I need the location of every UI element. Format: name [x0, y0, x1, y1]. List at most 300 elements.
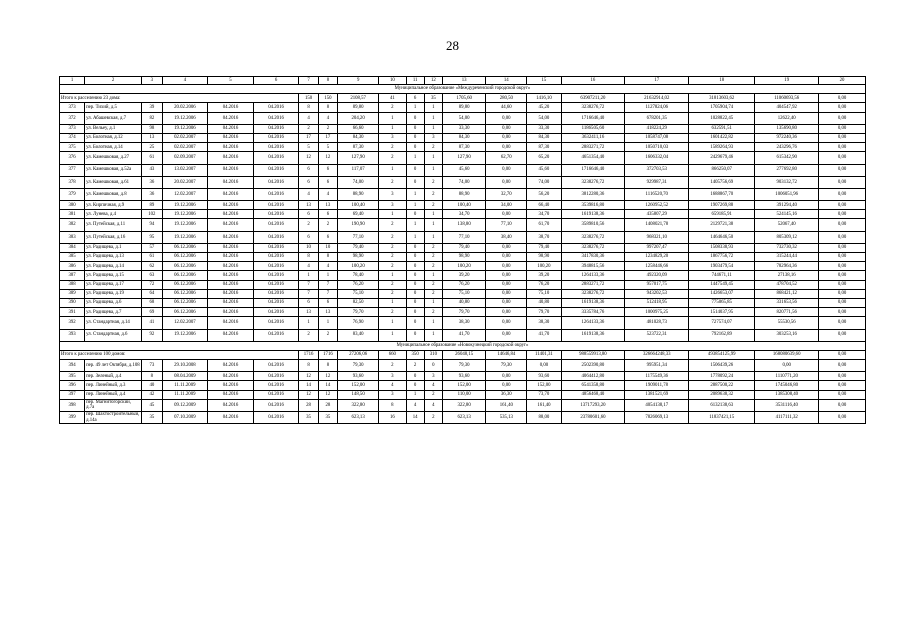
table-cell: 0,00	[755, 360, 819, 372]
total-cell: 310	[424, 350, 442, 359]
table-cell: 0	[406, 271, 424, 280]
table-row	[60, 262, 866, 271]
total-cell: 493854125,99	[689, 350, 755, 359]
table-cell: 75,10	[527, 289, 561, 298]
table-cell: 383	[60, 231, 85, 243]
table-cell: 04.2016	[208, 308, 254, 317]
table-cell: 957017,75	[625, 280, 689, 289]
table-cell: 04.2016	[253, 243, 299, 252]
table-cell: 27138,16	[755, 271, 819, 280]
table-cell: 6	[299, 298, 318, 307]
table-cell: 17	[299, 133, 318, 142]
table-row	[60, 210, 866, 219]
table-cell: 04.2016	[253, 308, 299, 317]
table-cell: 19.12.2006	[162, 124, 208, 133]
table-cell: 392	[60, 317, 85, 329]
table-cell: 388	[60, 280, 85, 289]
table-cell: 19.12.2006	[162, 210, 208, 219]
column-number-cell: 17	[625, 77, 689, 85]
table-cell: 2	[379, 103, 406, 112]
table-cell: 75,10	[442, 289, 485, 298]
address-cell: ул. Радищева, д.14	[85, 262, 142, 271]
table-cell: 481028,73	[625, 317, 689, 329]
table-cell: 74,00	[338, 176, 379, 188]
table-cell: 89,80	[338, 103, 379, 112]
table-cell: 110,00	[442, 390, 485, 399]
table-cell: 04.2016	[208, 399, 254, 411]
table-cell: 36	[142, 176, 163, 188]
table-cell: 1	[379, 112, 406, 124]
table-cell: 1	[424, 298, 442, 307]
table-cell: 62,70	[486, 152, 527, 164]
column-number-cell: 8	[318, 77, 337, 85]
table-cell: 0,00	[819, 164, 866, 176]
table-row	[60, 390, 866, 399]
table-cell: 0	[406, 143, 424, 152]
table-cell: 385	[60, 253, 85, 262]
table-cell: 1127824,06	[625, 103, 689, 112]
table-cell: 1514037,95	[689, 308, 755, 317]
table-cell: 38,40	[486, 231, 527, 243]
table-cell: 2	[379, 243, 406, 252]
table-cell: 0	[406, 176, 424, 188]
column-number-cell: 1	[60, 77, 85, 85]
table-cell: 5	[299, 143, 318, 152]
table-cell: 161,40	[486, 399, 527, 411]
table-cell: 77,10	[338, 231, 379, 243]
section-title: Муниципальное образование «Новокузнецкий городской округ»	[60, 341, 866, 350]
table-cell: 0,00	[819, 231, 866, 243]
table-cell: 12	[318, 372, 337, 381]
table-cell: 204,20	[338, 112, 379, 124]
table-cell: 93,60	[527, 372, 561, 381]
table-cell: 8	[299, 253, 318, 262]
table-cell: 34,00	[486, 201, 527, 210]
table-cell: 1381521,69	[625, 390, 689, 399]
table-cell: 04.2016	[208, 372, 254, 381]
table-cell: 1909011,78	[625, 381, 689, 390]
table-cell: 6	[299, 176, 318, 188]
total-cell: 168080639,60	[755, 350, 819, 359]
section-title-row	[60, 341, 866, 350]
table-cell: 84,30	[442, 133, 485, 142]
table-cell: 76,20	[442, 280, 485, 289]
total-label: Итого к расселению 100 домов:	[60, 350, 299, 359]
table-cell: 0,00	[486, 176, 527, 188]
table-cell: 1619138,36	[561, 298, 625, 307]
table-cell: 04.2016	[208, 176, 254, 188]
table-cell: 04.2016	[253, 372, 299, 381]
address-cell: пер. Магнитогорский, д.7а	[85, 399, 142, 411]
table-row	[60, 143, 866, 152]
table-cell: 2	[424, 188, 442, 200]
table-cell: 277692,80	[755, 164, 819, 176]
table-cell: 93,60	[442, 372, 485, 381]
table-cell: 19.12.2006	[162, 231, 208, 243]
table-cell: 79,30	[442, 360, 485, 372]
table-cell: 0	[406, 329, 424, 341]
table-cell: 6541358,80	[561, 381, 625, 390]
table-cell: 135690,80	[755, 124, 819, 133]
table-cell: 100,40	[338, 201, 379, 210]
table-cell: 89	[142, 201, 163, 210]
table-cell: 394	[60, 360, 85, 372]
table-cell: 4	[318, 112, 337, 124]
table-cell: 0,00	[819, 399, 866, 411]
column-number-row	[60, 77, 866, 85]
table-cell: 0	[406, 253, 424, 262]
table-cell: 45,60	[442, 164, 485, 176]
table-cell: 40,80	[442, 298, 485, 307]
table-cell: 0,00	[819, 280, 866, 289]
column-number-cell: 13	[442, 77, 485, 85]
table-cell: 0,00	[819, 381, 866, 390]
total-cell: 2108,57	[338, 94, 379, 103]
table-cell: 2	[299, 219, 318, 231]
table-cell: 100,20	[527, 262, 561, 271]
table-cell: 12622,40	[755, 112, 819, 124]
table-cell: 12.02.2007	[162, 188, 208, 200]
table-cell: 43	[142, 164, 163, 176]
table-cell: 93,60	[338, 372, 379, 381]
total-cell: 21632914,02	[625, 94, 689, 103]
table-cell: 07.10.2009	[162, 412, 208, 424]
table-cell: 0,00	[486, 243, 527, 252]
table-cell: 1	[424, 210, 442, 219]
table-cell: 77,10	[442, 231, 485, 243]
table-cell: 2	[424, 280, 442, 289]
column-number-cell: 4	[162, 77, 208, 85]
table-cell: 1	[424, 271, 442, 280]
address-cell: ул. Радищева, д.19	[85, 289, 142, 298]
total-cell: 1716	[299, 350, 318, 359]
table-cell: 04.2016	[253, 298, 299, 307]
table-cell: 23780601,60	[561, 412, 625, 424]
table-cell: 3531116,40	[755, 399, 819, 411]
table-row	[60, 152, 866, 164]
table-cell: 0,00	[486, 262, 527, 271]
total-cell: 660	[379, 350, 406, 359]
table-cell: 19.12.2006	[162, 201, 208, 210]
table-cell: 1405756,69	[689, 176, 755, 188]
table-cell: 0,00	[819, 112, 866, 124]
table-cell: 3238276,72	[561, 231, 625, 243]
address-cell: ул. Путейская, д.16	[85, 231, 142, 243]
table-cell: 2	[379, 262, 406, 271]
table-cell: 4651354,40	[561, 152, 625, 164]
table-cell: 117,07	[338, 164, 379, 176]
table-cell: 152,00	[442, 381, 485, 390]
table-cell: 14	[406, 412, 424, 424]
table-cell: 0	[406, 210, 424, 219]
table-cell: 20.02.2006	[162, 103, 208, 112]
table-cell: 2	[379, 308, 406, 317]
address-cell: ул. Болотная, д.12	[85, 133, 142, 142]
table-cell: 0,00	[819, 390, 866, 399]
table-cell: 1426653,07	[689, 289, 755, 298]
table-cell: 10	[299, 243, 318, 252]
table-cell: 1264133,36	[561, 317, 625, 329]
housing-register-table	[59, 76, 866, 424]
table-cell: 1260952,52	[625, 201, 689, 210]
table-cell: 42	[142, 390, 163, 399]
table-cell: 3238276,72	[561, 176, 625, 188]
table-cell: 56,20	[527, 188, 561, 200]
address-cell: пер. 49 лет Октября, д.108	[85, 360, 142, 372]
address-cell: ул. Вельеу, д.1	[85, 124, 142, 133]
table-cell: 0,00	[486, 271, 527, 280]
table-cell: 02.02.2007	[162, 143, 208, 152]
table-cell: 10	[318, 243, 337, 252]
table-cell: 418224,29	[625, 124, 689, 133]
total-cell: 988559913,80	[561, 350, 625, 359]
table-cell: 387	[60, 271, 85, 280]
table-cell: 2502390,80	[561, 360, 625, 372]
table-cell: 66,40	[527, 201, 561, 210]
address-cell: ул. Стандартная, д.14	[85, 317, 142, 329]
table-cell: 11.11.2009	[162, 390, 208, 399]
table-cell: 2887500,22	[689, 381, 755, 390]
table-cell: 0,00	[486, 133, 527, 142]
table-body	[60, 77, 866, 424]
table-cell: 322,80	[338, 399, 379, 411]
table-cell: 04.2016	[208, 133, 254, 142]
table-cell: 06.12.2006	[162, 253, 208, 262]
table-cell: 88,90	[442, 188, 485, 200]
address-cell: ул. Путейская, д.11	[85, 219, 142, 231]
table-cell: 1506439,26	[689, 360, 755, 372]
table-cell: 1589264,93	[689, 143, 755, 152]
table-cell: 3	[424, 372, 442, 381]
total-cell: 14646,84	[486, 350, 527, 359]
table-cell: 435807,29	[625, 210, 689, 219]
table-cell: 492320,09	[625, 271, 689, 280]
table-cell: 61,70	[527, 219, 561, 231]
table-cell: 1464646,50	[689, 231, 755, 243]
table-cell: 0	[406, 164, 424, 176]
table-cell: 1264133,36	[561, 271, 625, 280]
table-cell: 84,30	[338, 133, 379, 142]
table-cell: 3417830,36	[561, 253, 625, 262]
table-cell: 41,70	[527, 329, 561, 341]
table-cell: 92	[142, 329, 163, 341]
column-number-cell: 5	[208, 77, 254, 85]
table-cell: 1	[424, 219, 442, 231]
table-cell: 1508338,93	[689, 243, 755, 252]
table-cell: 04.2016	[253, 210, 299, 219]
table-row	[60, 280, 866, 289]
table-cell: 4	[379, 381, 406, 390]
table-cell: 2	[379, 176, 406, 188]
table-cell: 1903479,54	[689, 262, 755, 271]
table-cell: 972240,36	[755, 133, 819, 142]
table-cell: 2	[299, 329, 318, 341]
table-cell: 06.12.2006	[162, 243, 208, 252]
table-cell: 79,30	[486, 360, 527, 372]
table-cell: 152,00	[527, 381, 561, 390]
table-cell: 62	[142, 262, 163, 271]
table-cell: 73,70	[527, 390, 561, 399]
address-cell: ул. Кирпичная, д.9	[85, 201, 142, 210]
table-cell: 102	[142, 210, 163, 219]
table-cell: 4054138,17	[625, 399, 689, 411]
table-row	[60, 164, 866, 176]
table-cell: 79,40	[527, 243, 561, 252]
table-cell: 04.2016	[208, 262, 254, 271]
table-cell: 12	[318, 390, 337, 399]
table-cell: 2	[424, 243, 442, 252]
table-cell: 14	[318, 381, 337, 390]
table-cell: 45	[142, 399, 163, 411]
table-cell: 0,00	[819, 271, 866, 280]
column-number-cell: 6	[253, 77, 299, 85]
table-cell: 127,90	[338, 152, 379, 164]
table-cell: 75,10	[338, 289, 379, 298]
table-cell: 04.2016	[208, 412, 254, 424]
column-number-cell: 3	[142, 77, 163, 85]
table-cell: 1778092,24	[689, 372, 755, 381]
table-cell: 04.2016	[208, 210, 254, 219]
table-row	[60, 219, 866, 231]
table-cell: 39,20	[527, 271, 561, 280]
table-cell: 06.12.2006	[162, 271, 208, 280]
table-cell: 0	[406, 308, 424, 317]
table-cell: 1716646,40	[561, 164, 625, 176]
table-cell: 28	[318, 399, 337, 411]
table-cell: 04.2016	[253, 201, 299, 210]
table-cell: 04.2016	[208, 103, 254, 112]
table-cell: 0,00	[819, 124, 866, 133]
table-cell: 39	[142, 103, 163, 112]
table-cell: 0,00	[486, 280, 527, 289]
table-cell: 65,20	[527, 152, 561, 164]
table-cell: 6	[318, 231, 337, 243]
total-cell: 41	[379, 94, 406, 103]
table-cell: 0,00	[819, 176, 866, 188]
table-cell: 868421,12	[755, 289, 819, 298]
table-cell: 152,00	[338, 381, 379, 390]
table-cell: 1	[424, 152, 442, 164]
table-cell: 4064412,80	[561, 372, 625, 381]
table-cell: 72	[142, 280, 163, 289]
table-cell: 04.2016	[253, 103, 299, 112]
table-cell: 38,70	[527, 231, 561, 243]
address-cell: пер. Зеленый, д.4	[85, 372, 142, 381]
table-cell: 04.2016	[208, 219, 254, 231]
table-cell: 7	[318, 289, 337, 298]
table-cell: 79,30	[338, 360, 379, 372]
section-total-row	[60, 350, 866, 359]
table-cell: 623,13	[338, 412, 379, 424]
table-cell: 2	[424, 176, 442, 188]
table-cell: 0,00	[486, 298, 527, 307]
table-row	[60, 317, 866, 329]
table-cell: 04.2016	[253, 280, 299, 289]
table-cell: 04.2016	[253, 188, 299, 200]
table-cell: 943202,53	[625, 289, 689, 298]
table-cell: 04.2016	[208, 253, 254, 262]
table-cell: 3	[379, 133, 406, 142]
table-cell: 820771,56	[755, 308, 819, 317]
address-cell: ул. Стандартная, д.6	[85, 329, 142, 341]
table-cell: 28	[299, 399, 318, 411]
table-cell: 1186505,60	[561, 124, 625, 133]
table-cell: 1907269,88	[689, 201, 755, 210]
table-cell: 1050710,03	[625, 143, 689, 152]
table-cell: 64	[142, 289, 163, 298]
table-cell: 7	[318, 280, 337, 289]
table-cell: 148,50	[338, 390, 379, 399]
table-cell: 0,00	[486, 308, 527, 317]
table-cell: 2	[424, 390, 442, 399]
address-cell: ул. Камешковая, д.61	[85, 176, 142, 188]
table-cell: 0	[406, 317, 424, 329]
address-cell: ул. Абашевская, д.7	[85, 112, 142, 124]
table-cell: 8	[379, 399, 406, 411]
table-cell: 535,13	[486, 412, 527, 424]
table-cell: 0,00	[819, 201, 866, 210]
table-cell: 3	[424, 133, 442, 142]
address-cell: ул. Болотная, д.14	[85, 143, 142, 152]
table-cell: 20.02.2007	[162, 176, 208, 188]
table-cell: 98	[142, 124, 163, 133]
address-cell: ул. Радищева, д.15	[85, 271, 142, 280]
table-cell: 04.2016	[253, 253, 299, 262]
table-cell: 1447549,45	[689, 280, 755, 289]
table-cell: 391	[60, 308, 85, 317]
table-cell: 1	[406, 201, 424, 210]
table-row	[60, 372, 866, 381]
table-cell: 2	[379, 360, 406, 372]
table-row	[60, 253, 866, 262]
table-cell: 0	[406, 262, 424, 271]
column-number-cell: 20	[819, 77, 866, 85]
table-cell: 386	[60, 262, 85, 271]
table-cell: 38,30	[527, 317, 561, 329]
table-cell: 995951,34	[625, 360, 689, 372]
table-cell: 378	[60, 176, 85, 188]
table-cell: 04.2016	[208, 280, 254, 289]
table-cell: 2	[379, 143, 406, 152]
total-cell: 1416,10	[527, 94, 561, 103]
table-row	[60, 329, 866, 341]
table-cell: 29.10.2008	[162, 360, 208, 372]
table-cell: 0,00	[819, 372, 866, 381]
table-cell: 2	[424, 289, 442, 298]
table-cell: 57	[142, 243, 163, 252]
table-cell: 88,00	[527, 412, 561, 424]
total-cell: 27206,06	[338, 350, 379, 359]
page-number: 28	[446, 38, 459, 53]
table-cell: 1	[424, 329, 442, 341]
table-cell: 94	[142, 219, 163, 231]
table-cell: 0,00	[486, 372, 527, 381]
table-cell: 1619138,36	[561, 210, 625, 219]
table-row	[60, 289, 866, 298]
table-cell: 8	[299, 103, 318, 112]
table-cell: 04.2016	[208, 381, 254, 390]
table-cell: 6	[299, 210, 318, 219]
table-cell: 0	[406, 112, 424, 124]
table-cell: 1	[299, 317, 318, 329]
table-cell: 968321,10	[625, 231, 689, 243]
table-cell: 1	[379, 210, 406, 219]
address-cell: ул. Радищева, д.17	[85, 280, 142, 289]
table-cell: 68	[142, 298, 163, 307]
address-cell: пер. Шахтостроительный, д.14а	[85, 412, 142, 424]
table-cell: 1	[406, 103, 424, 112]
table-cell: 74,00	[442, 176, 485, 188]
